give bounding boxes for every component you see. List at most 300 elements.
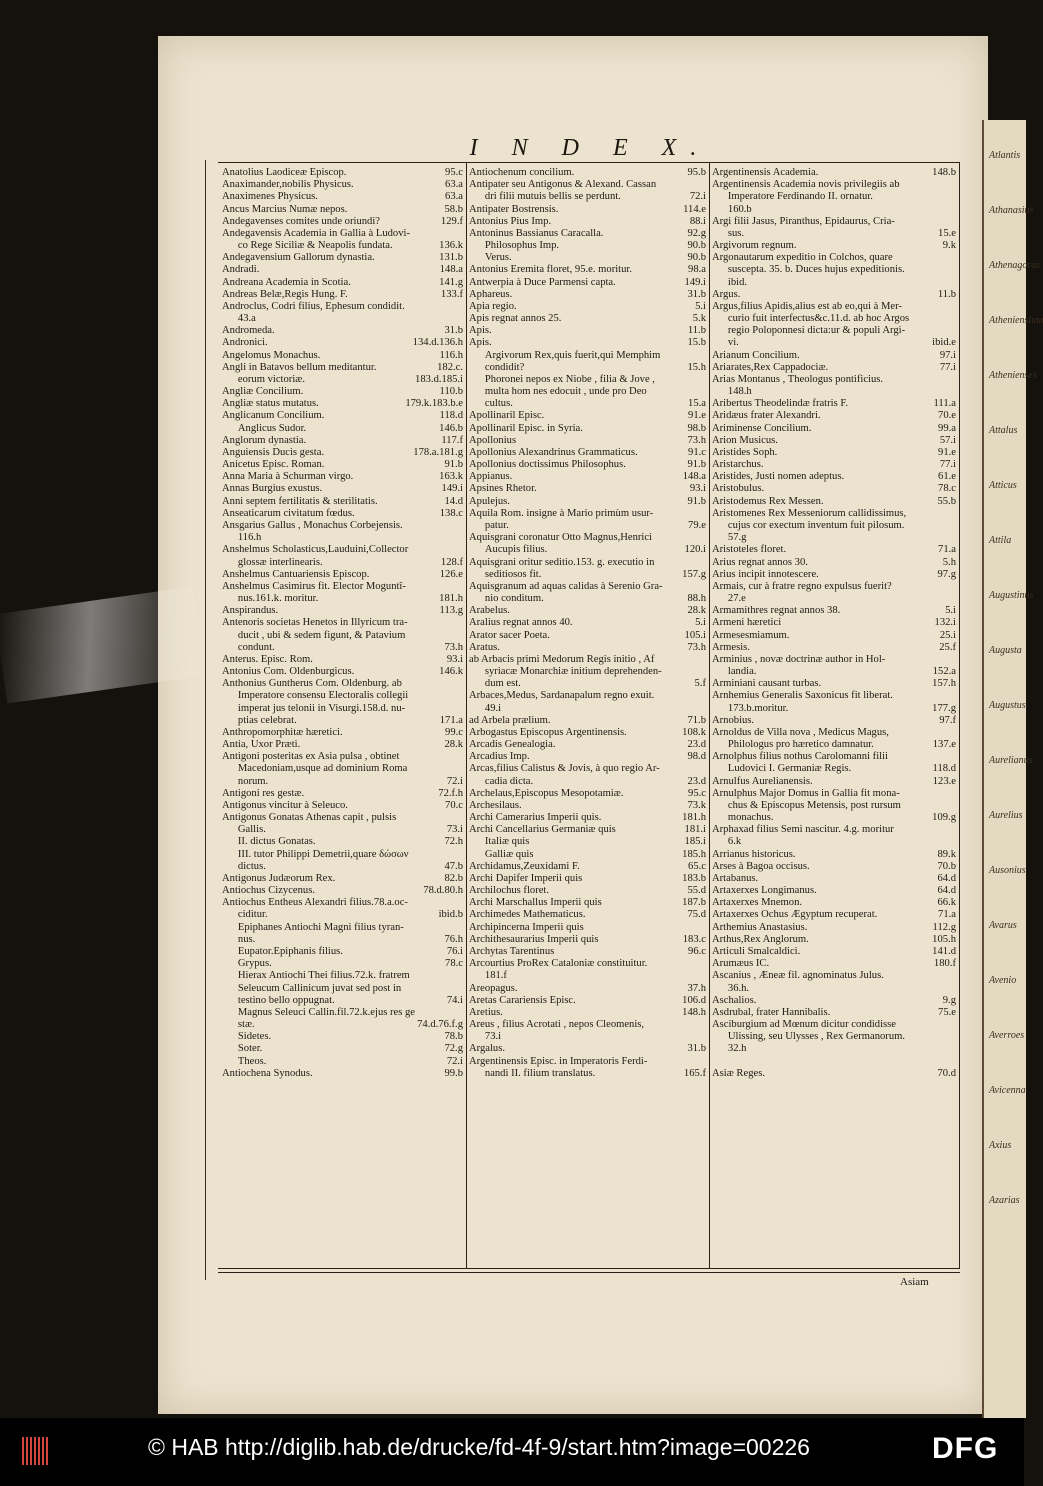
index-entry xyxy=(222,191,465,203)
index-entry-text: Ulissing, seu Ulysses , Rex Germanorum. xyxy=(712,1031,906,1043)
index-entry xyxy=(712,1031,958,1043)
index-entry xyxy=(469,264,708,276)
index-entry-page-ref: 77.i xyxy=(939,459,956,471)
index-entry-page-ref: 31.b xyxy=(687,1043,706,1055)
index-entry xyxy=(469,289,708,301)
index-entry-page-ref: 55.d xyxy=(687,885,706,897)
index-entry-text: Anglicus Sudor. xyxy=(222,422,307,434)
index-entry xyxy=(469,751,708,763)
index-entry-text: Eupator.Epiphanis filius. xyxy=(222,946,343,957)
index-entry-page-ref: 63.a xyxy=(445,179,463,191)
adjacent-page-fragment: Athenienses xyxy=(989,370,1037,381)
index-entry-page-ref: 78.c xyxy=(938,483,956,495)
index-entry-text: Armais, cur à fratre regno expulsus fuerit? xyxy=(712,580,892,592)
index-entry-page-ref: 55.b xyxy=(937,495,956,507)
index-entry-text: Anthonius Guntherus Com. Oldenburg. ab xyxy=(222,678,402,690)
index-entry-page-ref: 114.e xyxy=(683,203,706,215)
index-entry xyxy=(712,1056,958,1068)
index-entry-text: Aretius. xyxy=(469,1006,503,1018)
index-entry xyxy=(469,824,708,836)
index-entry-page-ref: 73.h xyxy=(687,641,706,653)
adjacent-page-fragment: Averroes xyxy=(989,1030,1025,1041)
index-entry-text: Andegavensis Academia in Gallia à Ludovi- xyxy=(222,227,410,239)
index-entry-text: Antigonus Judæorum Rex. xyxy=(222,872,336,884)
index-entry xyxy=(469,739,708,751)
index-entry xyxy=(222,252,465,264)
index-entry xyxy=(222,423,465,435)
index-entry-text: Antwerpia à Duce Parmensi capta. xyxy=(469,276,616,288)
index-entry xyxy=(469,483,708,495)
index-entry xyxy=(222,216,465,228)
index-entry xyxy=(712,301,958,313)
index-entry-text: Archytas Tarentinus xyxy=(469,946,555,957)
index-entry xyxy=(712,191,958,203)
index-entry xyxy=(222,763,465,775)
index-entry xyxy=(222,471,465,483)
index-entry-text: nandi II. filium translatus. xyxy=(469,1067,596,1079)
index-entry-text: Andronici. xyxy=(222,337,268,349)
index-entry xyxy=(469,447,708,459)
index-entry-text: ibid. xyxy=(712,276,748,288)
index-entry-text: Arnoldus de Villa nova , Medicus Magus, xyxy=(712,726,889,738)
index-entry xyxy=(469,703,708,715)
index-entry-text: Apollonius doctissimus Philosophus. xyxy=(469,459,626,471)
index-entry-text: cultus. xyxy=(469,398,513,410)
index-entry-text: Andegavenses comites unde oriundi? xyxy=(222,215,380,227)
column-divider-right xyxy=(959,163,960,1268)
index-entry-text: Sidetes. xyxy=(222,1031,272,1043)
index-entry-text: curio fuit interfectus&c.11.d. ab hoc Argos xyxy=(712,313,910,325)
index-entry-text: Aquisgrani coronatur Otto Magnus,Henrici xyxy=(469,532,652,544)
index-entry-page-ref: 148.a xyxy=(439,264,463,276)
index-entry-page-ref: 111.a xyxy=(933,398,956,410)
index-entry xyxy=(469,642,708,654)
index-entry-text: 43.a xyxy=(222,313,256,325)
index-entry xyxy=(469,763,708,775)
index-entry xyxy=(712,678,958,690)
index-entry-page-ref: 66.k xyxy=(937,897,956,909)
index-entry xyxy=(469,873,708,885)
index-entry xyxy=(469,630,708,642)
bottom-rule-lower xyxy=(218,1272,960,1273)
index-entry-text: Andreana Academia in Scotia. xyxy=(222,276,351,288)
index-entry xyxy=(712,970,958,982)
index-entry-page-ref: 177.g xyxy=(932,702,956,714)
index-entry-text: dum est. xyxy=(469,678,521,690)
index-entry-page-ref: 71.b xyxy=(687,714,706,726)
index-entry-text: Arator sacer Poeta. xyxy=(469,629,550,641)
index-entry xyxy=(712,703,958,715)
index-entry-page-ref: 109.g xyxy=(932,812,956,824)
index-entry-text: Asciburgium ad Mœnum dicitur condidisse xyxy=(712,1019,896,1031)
index-entry xyxy=(712,435,958,447)
index-entry-page-ref: 123.e xyxy=(932,775,956,787)
adjacent-page-fragment: Avenio xyxy=(989,975,1017,986)
index-entry-text: Antonius Com. Oldenburgicus. xyxy=(222,666,355,678)
index-entry xyxy=(222,836,465,848)
index-entry-page-ref: 149.i xyxy=(684,276,706,288)
index-entry xyxy=(712,605,958,617)
index-entry-text: cujus cor exectum inventum fuit pilosum. xyxy=(712,519,905,531)
index-entry xyxy=(712,849,958,861)
index-entry-text: Arthemius Anastasius. xyxy=(712,921,808,933)
adjacent-page-fragment: Atheniensium xyxy=(989,315,1043,326)
index-entry-text: Aristodemus Rex Messen. xyxy=(712,495,824,507)
index-entry xyxy=(222,983,465,995)
index-entry-page-ref: 14.d xyxy=(444,495,463,507)
index-entry xyxy=(712,836,958,848)
index-entry-page-ref: 129.f xyxy=(440,215,463,227)
index-entry-page-ref: 91.c xyxy=(688,446,706,458)
index-entry xyxy=(222,447,465,459)
index-entry-page-ref: 99.c xyxy=(445,726,463,738)
index-entry-text: Anglorum dynastia. xyxy=(222,434,307,446)
index-entry xyxy=(469,544,708,556)
index-entry xyxy=(222,678,465,690)
index-entry-page-ref: 74.d.76.f.g xyxy=(417,1019,463,1031)
index-entry-page-ref: 90.b xyxy=(687,252,706,264)
index-entry-page-ref: 5.i xyxy=(695,617,706,629)
index-entry-page-ref: 179.k.183.b.e xyxy=(405,398,463,410)
index-entry-page-ref: 28.k xyxy=(687,605,706,617)
index-entry xyxy=(222,581,465,593)
index-entry-page-ref: 76.h xyxy=(444,933,463,945)
index-entry-text: Apulejus. xyxy=(469,495,510,507)
index-entry-page-ref: 182.c. xyxy=(437,361,463,373)
index-entry-page-ref: 73.i xyxy=(446,824,463,836)
index-entry-text: Arrianus historicus. xyxy=(712,848,796,860)
index-entry-text: Antipater Bostrensis. xyxy=(469,203,559,215)
index-entry xyxy=(222,922,465,934)
index-entry-text: Apis. xyxy=(469,325,492,337)
index-entry xyxy=(222,374,465,386)
adjacent-page-fragment: Atlantis xyxy=(989,150,1021,161)
index-entry-text: monachus. xyxy=(712,812,774,824)
credit-text[interactable]: © HAB http://diglib.hab.de/drucke/fd-4f-9/start.htm?image=00226 xyxy=(148,1434,810,1460)
index-entry xyxy=(469,252,708,264)
index-entry-page-ref: 106.d xyxy=(682,994,706,1006)
index-entry xyxy=(222,1056,465,1068)
adjacent-page-fragment: Augustus xyxy=(989,700,1026,711)
adjacent-page-fragment: Athanasius xyxy=(989,205,1034,216)
running-head: I N D E X. xyxy=(469,135,711,161)
index-entry xyxy=(712,690,958,702)
index-entry-page-ref: 73.h xyxy=(444,641,463,653)
index-entry-page-ref: 183.c xyxy=(682,933,706,945)
index-entry-page-ref: 70.c xyxy=(445,799,463,811)
index-entry xyxy=(712,751,958,763)
index-entry-page-ref: 72.i xyxy=(446,775,463,787)
index-entry-page-ref: 71.a xyxy=(938,544,956,556)
index-entry-text: Apsines Rhetor. xyxy=(469,483,537,495)
index-entry xyxy=(712,885,958,897)
index-entry-page-ref: 113.g xyxy=(439,605,463,617)
index-entry-text: Arnulfus Aurelianensis. xyxy=(712,775,813,787)
index-entry-page-ref: 95.c xyxy=(445,167,463,178)
index-entry xyxy=(712,983,958,995)
index-entry-text: Antipater seu Antigonus & Alexand. Cassan xyxy=(469,179,657,191)
index-entry xyxy=(469,788,708,800)
index-entry-page-ref: 70.e xyxy=(938,410,956,422)
index-entry xyxy=(712,410,958,422)
index-entry xyxy=(712,812,958,824)
index-entry-page-ref: 178.a.181.g xyxy=(413,446,463,458)
index-entry xyxy=(222,617,465,629)
index-entry-page-ref: 91.b xyxy=(444,459,463,471)
index-entry-text: seditiosos fit. xyxy=(469,568,542,580)
index-entry-page-ref: 91.b xyxy=(687,459,706,471)
index-entry-page-ref: 74.i xyxy=(446,994,463,1006)
index-entry-text: patur. xyxy=(469,519,509,531)
index-entry xyxy=(469,496,708,508)
index-entry-text: Apollinaril Episc. in Syria. xyxy=(469,422,583,434)
index-entry xyxy=(222,788,465,800)
index-entry-text: sus. xyxy=(712,227,745,239)
index-entry-page-ref: 157.g xyxy=(682,568,706,580)
index-entry-page-ref: 187.b xyxy=(682,897,706,909)
index-entry-page-ref: 118.d xyxy=(932,763,956,775)
index-entry-page-ref: 78.b xyxy=(444,1031,463,1043)
index-entry-page-ref: 76.i xyxy=(446,946,463,957)
index-entry-page-ref: 149.i xyxy=(441,483,463,495)
adjacent-page-fragment: Axius xyxy=(989,1140,1012,1151)
index-entry xyxy=(469,995,708,1007)
index-entry-text: Anicetus Episc. Roman. xyxy=(222,459,325,471)
index-entry-page-ref: 65.c xyxy=(688,860,706,872)
index-entry xyxy=(469,1043,708,1055)
index-entry-text: II. dictus Gonatas. xyxy=(222,836,316,848)
index-entry-text: Anaximenes Physicus. xyxy=(222,191,318,203)
index-entry-text: Andromeda. xyxy=(222,325,275,337)
index-entry-text: Arias Montanus , Theologus pontificius. xyxy=(712,373,884,385)
index-entry xyxy=(712,800,958,812)
index-entry xyxy=(222,532,465,544)
index-entry-page-ref: 31.b xyxy=(687,288,706,300)
index-entry-text: Aschalios. xyxy=(712,994,757,1006)
index-entry-text: Aratus. xyxy=(469,641,500,653)
index-entry xyxy=(712,581,958,593)
index-entry xyxy=(222,909,465,921)
index-entry xyxy=(712,483,958,495)
index-entry xyxy=(712,946,958,958)
index-entry xyxy=(469,179,708,191)
index-entry xyxy=(469,654,708,666)
index-entry-page-ref: 91.e xyxy=(688,410,706,422)
index-entry-page-ref: 88.i xyxy=(689,215,706,227)
index-entry-text: Anni septem fertilitatis & sterilitatis. xyxy=(222,495,378,507)
index-entry xyxy=(222,362,465,374)
index-entry-text: Asiæ Reges. xyxy=(712,1067,765,1079)
index-entry-text: Arthus,Rex Anglorum. xyxy=(712,933,809,945)
index-entry-text: 6.k xyxy=(712,836,742,848)
index-entry-page-ref: 93.i xyxy=(689,483,706,495)
index-entry-text: Archidamus,Zeuxidami F. xyxy=(469,860,580,872)
index-entry-text: dri filii mutuis bellis se perdunt. xyxy=(469,191,621,203)
index-entry-text: Phoronei nepos ex Niobe , filia & Jove , xyxy=(469,373,655,385)
index-entry-page-ref: 95.b xyxy=(687,167,706,178)
index-entry-text: Ariarates,Rex Cappadociæ. xyxy=(712,361,829,373)
index-entry-text: ad Arbela prælium. xyxy=(469,714,551,726)
index-entry-page-ref: 90.b xyxy=(687,240,706,252)
adjacent-page-fragment: Augustinus xyxy=(989,590,1034,601)
index-entry xyxy=(469,398,708,410)
index-entry-text: condidit? xyxy=(469,361,525,373)
index-entry-text: Italiæ quis xyxy=(469,836,530,848)
index-entry xyxy=(469,812,708,824)
index-entry xyxy=(469,800,708,812)
index-entry xyxy=(222,861,465,873)
index-entry xyxy=(469,849,708,861)
index-entry-page-ref: 5.k xyxy=(692,313,706,325)
index-entry-text: Seleucum Callinicum juvat sed post in xyxy=(222,982,402,994)
index-entry xyxy=(222,970,465,982)
index-entry xyxy=(222,873,465,885)
index-entry-text: Aridæus frater Alexandri. xyxy=(712,410,821,422)
index-entry-page-ref: 92.g xyxy=(687,227,706,239)
index-entry xyxy=(712,386,958,398)
index-entry xyxy=(712,398,958,410)
index-entry-text: chus & Episcopus Metensis, post rursum xyxy=(712,799,901,811)
index-entry xyxy=(712,179,958,191)
index-entry-text: Aucupis filius. xyxy=(469,544,548,556)
index-entry xyxy=(469,593,708,605)
index-entry-page-ref: 72.f.h xyxy=(438,787,463,799)
index-entry xyxy=(712,617,958,629)
index-entry-text: Anshelmus Scholasticus,Lauduini,Collector xyxy=(222,544,409,556)
index-entry xyxy=(469,471,708,483)
index-entry-text: Arses à Bagoa occisus. xyxy=(712,860,810,872)
index-entry-text: Antiochus Cizycenus. xyxy=(222,885,315,897)
index-entry-page-ref: 97.g xyxy=(937,568,956,580)
index-entry-text: Imperatore Ferdinando II. ornatur. xyxy=(712,191,873,203)
index-entry-text: ducit , ubi & sedem figunt, & Patavium xyxy=(222,629,406,641)
index-column-1 xyxy=(222,167,465,1080)
index-entry xyxy=(222,544,465,556)
index-entry xyxy=(712,995,958,1007)
index-entry-text: Verus. xyxy=(469,252,512,264)
index-entry-text: stæ. xyxy=(222,1019,255,1031)
index-entry-text: Antigoni posteritas ex Asia pulsa , obtinet xyxy=(222,751,400,763)
index-entry xyxy=(222,459,465,471)
index-entry-text: Soter. xyxy=(222,1043,263,1055)
index-entry xyxy=(469,204,708,216)
index-entry xyxy=(469,301,708,313)
dfg-logo: DFG xyxy=(932,1432,999,1465)
index-entry-page-ref: 183.d.185.i xyxy=(415,373,463,385)
index-entry-text: Anguiensis Ducis gesta. xyxy=(222,446,325,458)
index-entry-text: Archi Camerarius Imperii quis. xyxy=(469,812,602,824)
index-entry xyxy=(469,946,708,958)
index-entry-text: syriacæ Monarchiæ initium deprehenden- xyxy=(469,666,662,678)
index-entry xyxy=(469,459,708,471)
index-entry-page-ref: 75.d xyxy=(687,909,706,921)
index-entry-text: Archilochus floret. xyxy=(469,885,550,897)
index-entry-page-ref: 98.a xyxy=(688,264,706,276)
index-entry-page-ref: 148.h xyxy=(682,1006,706,1018)
index-entry-text: Ascanius , Æneæ fil. agnominatus Julus. xyxy=(712,970,884,982)
index-entry xyxy=(222,435,465,447)
index-entry xyxy=(469,569,708,581)
index-entry-page-ref: 108.k xyxy=(682,726,706,738)
index-entry-text: Macedoniam,usque ad dominium Roma xyxy=(222,763,408,775)
index-entry-page-ref: 185.h xyxy=(682,848,706,860)
index-entry-page-ref: 25.f xyxy=(939,641,956,653)
index-entry-page-ref: 185.i xyxy=(684,836,706,848)
index-entry-text: Aquisgrani oritur seditio.153. g. executio in xyxy=(469,556,655,568)
index-entry-page-ref: 134.d.136.h xyxy=(412,337,463,349)
index-entry-text: Philologus pro hæretico damnatur. xyxy=(712,739,874,751)
index-entry xyxy=(222,812,465,824)
index-entry xyxy=(469,191,708,203)
index-entry-text: Angli in Batavos bellum meditantur. xyxy=(222,361,377,373)
index-entry xyxy=(469,228,708,240)
index-entry-text: Asdrubal, frater Hannibalis. xyxy=(712,1006,831,1018)
index-entry xyxy=(712,569,958,581)
index-entry xyxy=(222,1007,465,1019)
index-entry-text: Archi Marschallus Imperii quis xyxy=(469,897,602,909)
index-column-3 xyxy=(712,167,958,1080)
index-entry-page-ref: 180.f xyxy=(933,958,956,970)
index-entry xyxy=(469,836,708,848)
column-divider-1 xyxy=(466,163,467,1268)
index-entry xyxy=(712,471,958,483)
index-entry xyxy=(222,410,465,422)
index-entry-text: Anshelmus Casimirus fit. Elector Moguntî- xyxy=(222,580,406,592)
index-entry xyxy=(469,861,708,873)
index-entry-page-ref: 11.b xyxy=(937,288,956,300)
index-entry-text: Arnulphus Major Domus in Gallia fit mona- xyxy=(712,787,900,799)
index-entry xyxy=(222,179,465,191)
index-entry xyxy=(712,666,958,678)
index-entry-page-ref: 89.k xyxy=(937,848,956,860)
index-entry-text: Artaxerxes Ochus Ægyptum recuperat. xyxy=(712,909,878,921)
index-entry xyxy=(222,569,465,581)
index-entry-page-ref: 126.e xyxy=(439,568,463,580)
index-entry-text: Angliæ Concilium. xyxy=(222,386,304,398)
index-entry-page-ref: 71.a xyxy=(938,909,956,921)
index-entry xyxy=(222,739,465,751)
index-entry-page-ref: 47.b xyxy=(444,860,463,872)
index-entry-text: Argentinensis Academia. xyxy=(712,167,819,178)
index-entry-text: Anseaticarum civitatum fœdus. xyxy=(222,507,355,519)
index-entry-text: landia. xyxy=(712,666,757,678)
index-entry-page-ref: 110.b xyxy=(439,386,463,398)
index-entry-text: Argivorum regnum. xyxy=(712,240,797,252)
index-entry xyxy=(469,581,708,593)
index-entry-text: Apollonius Alexandrinus Grammaticus. xyxy=(469,446,638,458)
index-entry xyxy=(712,277,958,289)
index-entry-text: Andradi. xyxy=(222,264,260,276)
index-entry-page-ref: 25.i xyxy=(939,629,956,641)
index-entry-text: Aristides, Justi nomen adeptus. xyxy=(712,471,845,483)
index-entry-text: nus.161.k. moritur. xyxy=(222,593,319,605)
index-entry xyxy=(222,313,465,325)
index-entry xyxy=(469,337,708,349)
index-entry xyxy=(712,264,958,276)
index-entry-text: 116.h xyxy=(222,532,262,544)
index-entry xyxy=(222,727,465,739)
index-entry-text: Archesilaus. xyxy=(469,799,522,811)
index-entry-text: Antonius Eremita floret, 95.e. moritur. xyxy=(469,264,632,276)
index-entry-page-ref: 97.i xyxy=(939,349,956,361)
index-entry xyxy=(712,459,958,471)
index-entry xyxy=(469,374,708,386)
index-entry-text: Antiochenum concilium. xyxy=(469,167,575,178)
index-entry-text: Ariminense Concilium. xyxy=(712,422,812,434)
index-entry-page-ref: 146.b xyxy=(439,422,463,434)
index-entry-page-ref: 5.i xyxy=(945,605,956,617)
index-entry-page-ref: 112.g xyxy=(932,921,956,933)
